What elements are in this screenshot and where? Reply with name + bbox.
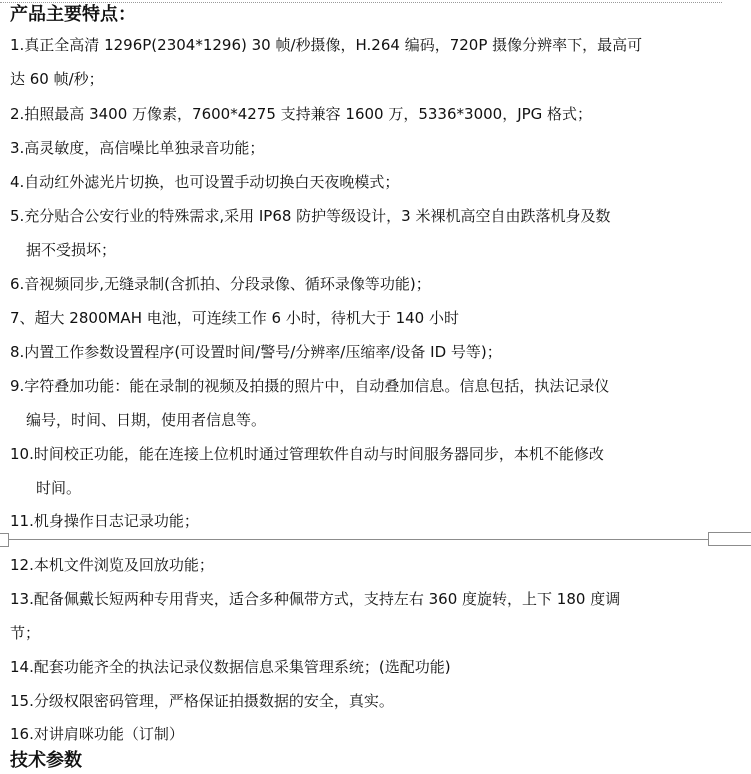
page-break-line xyxy=(0,539,750,540)
feature-item-7: 7、超大 2800MAH 电池，可连续工作 6 小时，待机大于 140 小时 xyxy=(10,309,459,327)
feature-item-1: 1.真正全高清 1296P(2304*1296) 30 帧/秒摄像，H.264 编码，720P 摄像分辨率下，最高可 xyxy=(10,36,643,54)
feature-item-10: 10.时间校正功能，能在连接上位机时通过管理软件自动与时间服务器同步，本机不能修改 xyxy=(10,445,604,463)
feature-item-14: 14.配套功能齐全的执法记录仪数据信息采集管理系统；(选配功能) xyxy=(10,658,451,676)
feature-item-8: 8.内置工作参数设置程序(可设置时间/警号/分辨率/压缩率/设备 ID 号等)； xyxy=(10,343,502,361)
section-heading-features: 产品主要特点： xyxy=(10,4,136,25)
section-heading-specs: 技术参数 xyxy=(10,750,82,771)
feature-item-15: 15.分级权限密码管理，严格保证拍摄数据的安全，真实。 xyxy=(10,692,394,710)
feature-item-2: 2.拍照最高 3400 万像素，7600*4275 支持兼容 1600 万，5336*3000，JPG 格式； xyxy=(10,105,593,123)
feature-item-1-continued: 达 60 帧/秒； xyxy=(10,70,104,88)
feature-item-6: 6.音视频同步,无缝录制(含抓拍、分段录像、循环录像等功能)； xyxy=(10,275,431,293)
feature-item-10-continued: 时间。 xyxy=(36,479,82,497)
feature-item-9-continued: 编号，时间、日期，使用者信息等。 xyxy=(26,411,267,429)
page-break-left-marker xyxy=(0,533,9,547)
feature-item-11: 11.机身操作日志记录功能； xyxy=(10,512,199,530)
feature-item-13-continued: 节； xyxy=(10,624,41,642)
feature-item-5-continued: 据不受损坏； xyxy=(26,241,117,259)
page-break-right-marker xyxy=(708,532,751,546)
page-break-separator xyxy=(0,537,750,543)
feature-item-3: 3.高灵敏度，高信噪比单独录音功能； xyxy=(10,139,265,157)
feature-item-12: 12.本机文件浏览及回放功能； xyxy=(10,556,214,574)
feature-item-16: 16.对讲肩咪功能（订制） xyxy=(10,725,184,743)
feature-item-13: 13.配备佩戴长短两种专用背夹，适合多种佩带方式，支持左右 360 度旋转，上下 180 度调 xyxy=(10,590,621,608)
feature-item-9: 9.字符叠加功能：能在录制的视频及拍摄的照片中，自动叠加信息。信息包括，执法记录仪 xyxy=(10,377,610,395)
feature-item-5: 5.充分贴合公安行业的特殊需求,采用 IP68 防护等级设计，3 米裸机高空自由跌落机身及数 xyxy=(10,207,611,225)
feature-item-4: 4.自动红外滤光片切换，也可设置手动切换白天夜晚模式； xyxy=(10,173,400,191)
